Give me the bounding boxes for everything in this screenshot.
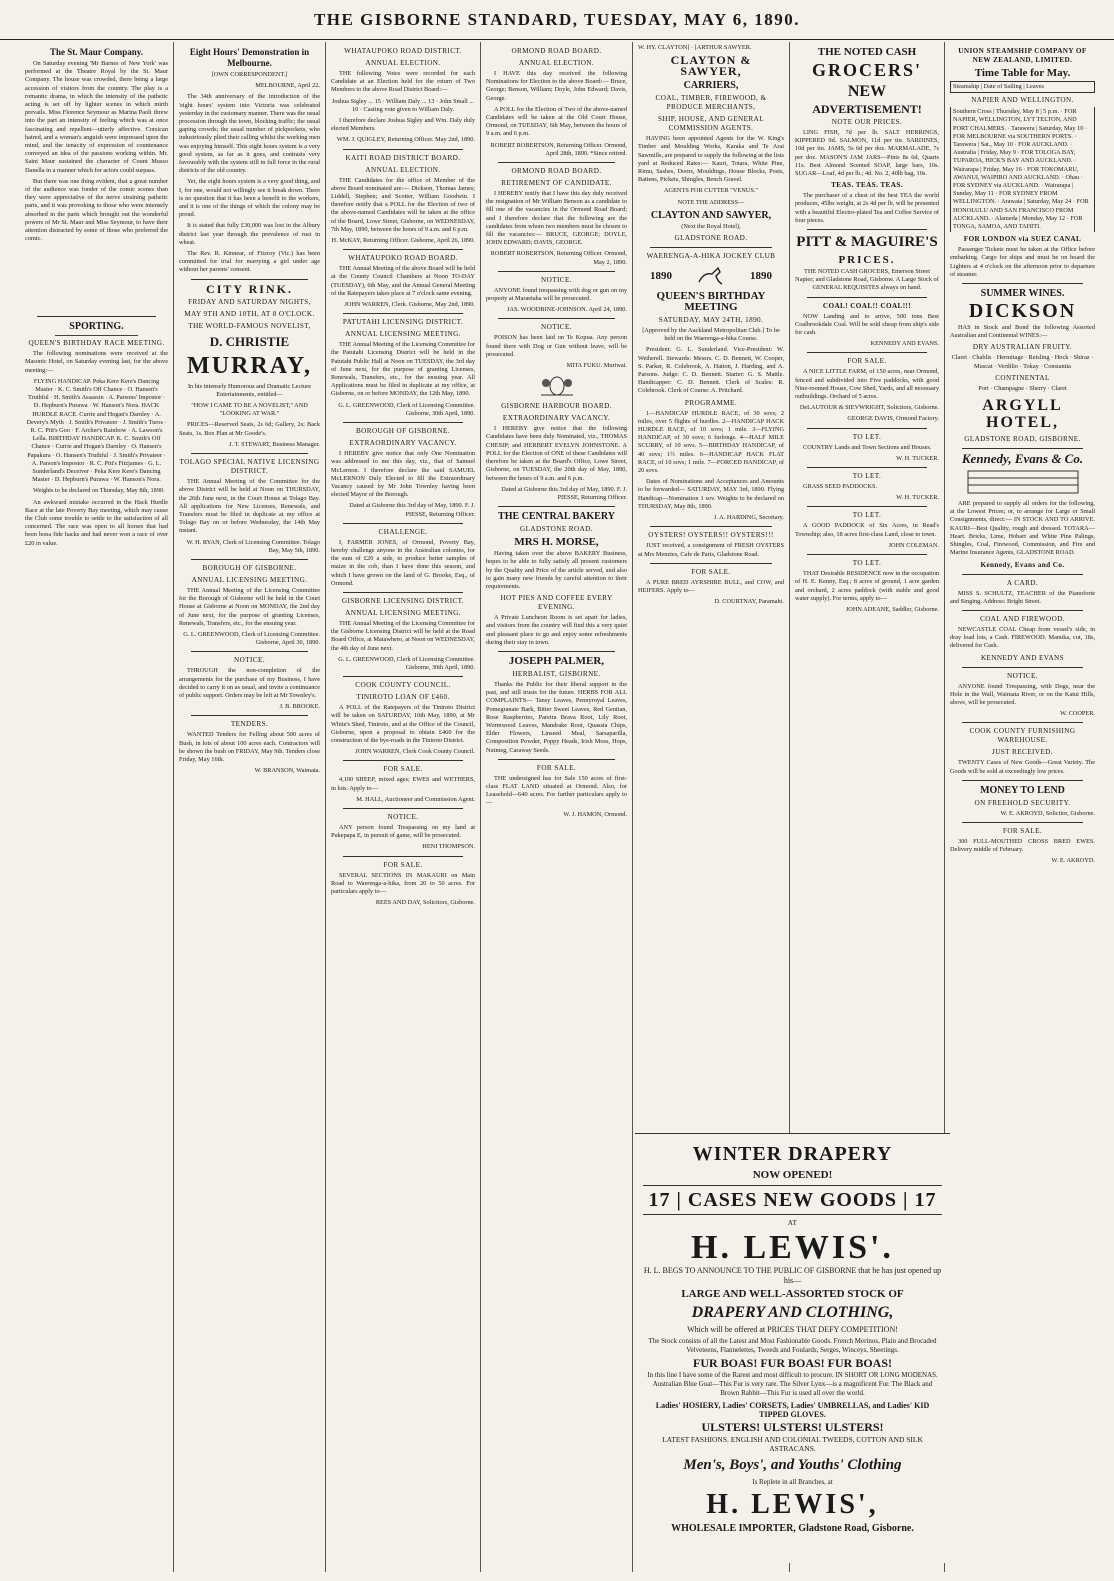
notice-heading: PATUTAHI LICENSING DISTRICT. <box>342 318 464 327</box>
ad-text: Passenger Tickets must be taken at the Office before embarking. Cargo for ships and must be on board the Lighters at 4 o'clock on the afternoon prior to departure of steamer. <box>950 246 1095 278</box>
ad-heading: PITT & MAGUIRE'S <box>796 234 938 251</box>
divider <box>962 822 1083 823</box>
ad-text: NEWCASTLE COAL Cheap from vessel's side, in dray load lots, a Cash. FIREWOOD. Manuka, cut, 18s, delivered for Cash. <box>950 625 1095 650</box>
divider <box>498 271 615 272</box>
notice-text: THE Annual Meeting of the above Board will be held at the County Council Chambers at Noon TO-DAY (TUESDAY), 6th May, and the Annual General Meeting of the Ratepayers takes place at 7 o'clock same evening. <box>331 265 475 297</box>
notice-text: 4,100 SHEEP, mixed ages; EWES and WETHERS, in lots. Apply to— <box>331 776 475 792</box>
notice-text: Dates of Nominations and Acceptances and Amounts to be forwarded— SATURDAY, MAY 3rd, 1890. Flying Handicap—Nomination 1 sov. Weights to be declared on THURSDAY, May 8th, 1890. <box>638 478 784 510</box>
wine-list: Port · Champagne · Sherry · Claret <box>978 384 1067 392</box>
signature: W. E. AKROYD, Solicitor, Gisborne. <box>1000 809 1095 817</box>
ad-heading: THE CENTRAL BAKERY <box>498 511 615 523</box>
notice-heading: QUEEN'S BIRTHDAY MEETING <box>656 290 766 314</box>
signature: W. BRANSON, Waimata. <box>254 767 320 775</box>
notice-text: A POLL for the Election of Two of the above-named Candidates will be taken at the Old Court House, Ormond, on TUESDAY, 6th May, between the hours of 9 a.m. and 6 p.m. <box>486 105 627 138</box>
divider <box>650 526 772 527</box>
ad-text: Having taken over the above BAKERY Business, hopes to be able to fully satisfy all present customers by the Quality and Price of the article served, and also to gain many new friends by careful attention to their requirements. <box>486 550 627 590</box>
notice-heading: CHALLENGE. <box>378 527 428 536</box>
notice-heading: ORMOND ROAD BOARD. <box>511 47 602 55</box>
signature: D. COURTNAY, Paramahi. <box>714 598 784 606</box>
race-entries: FLYING HANDICAP. Peka Kere Kere's Dancing Master · K. C. Smith's Off Chance · O. Hansen's Truthful · H. Smith's Assassin · A. Parsons' Impostor · D. Hepburn's Purawa · W. Hanson's Nora. HACK HURDLE RACE. Currie and Hogan's Darnley · A. Devery's Myth · J. Smith's Privateer · J. Smith's Turos · R. C. Pitt's Goo · F. Archer's Rainbow · A. Lawson's Lella. BIRTHDAY HANDICAP. K. C. Smith's Off Chance · Currie and Hogan's Darnley · O. Hansen's Papakura · O. Hansen's Truthful · J. Smith's Privateer · A. Parson's Impostor · R. C. Pitt's Fitzjames · G. L. Sunderland's Deceiver · Peka Kere Kere's Dancing Master · D. Hepburn's Purawa · W. Hanson's Nora. <box>26 377 167 484</box>
article-paragraph: The 34th anniversary of the introduction of the 'eight hours' system into Victoria was celebrated yesterday in the customary manner. There was the usual procession through the town, blocking traffic; the usual gaping crowds; the usual number of pickpockets, who industriously plied their calling whilst the working men was enjoying himself. This eight hours system is a very good system, as far as it goes, and contrasts very favourably with the system still in full force in the rural districts of the old country. <box>179 93 320 175</box>
ad-subheading: DRY AUSTRALIAN FRUITY. <box>972 343 1073 352</box>
ad-heading: 17 | CASES NEW GOODS | 17 <box>643 1185 942 1215</box>
lewis-drapery-advertisement <box>635 1133 950 1563</box>
ad-text: Ladies' HOSIERY, Ladies' CORSETS, Ladies' UMBRELLAS, and Ladies' KID TIPPED GLOVES. <box>655 1401 930 1419</box>
ad-subheading: GLADSTONE ROAD. <box>520 525 593 534</box>
timber-banner <box>950 467 1095 497</box>
notice-text: A POLL of the Ratepayers of the Tiniroto District will be taken on SATURDAY, 10th May, 1890, at Mr White's Shed, Tiniroto, and at the Office of the Council, Gisborne, upon a proposal to obtain £460 for the construction of the bye-roads in the Tiniroto District. <box>331 704 475 744</box>
club-emblem <box>638 264 784 288</box>
signature: REES AND DAY, Solicitors, Gisborne. <box>375 899 475 907</box>
ad-heading: FUR BOAS! FUR BOAS! FUR BOAS! <box>692 1356 892 1370</box>
notice-text: THE Annual Meeting of the Licensing Committee for the Borough of Gisborne will be held in the Court House at Gisborne at Noon on MONDAY, the 2nd day of June next, for the purpose of granting Licenses, Renewals, Transfers, etc., for the ensuing year. <box>179 586 320 627</box>
ad-text: In his intensely Humorous and Dramatic Lecture Entertainments, entitled— <box>187 382 312 398</box>
divider <box>962 667 1083 668</box>
ad-heading: NOTICE. <box>1007 671 1038 680</box>
signature: M. HALL, Auctioneer and Commission Agent. <box>356 795 475 803</box>
ad-subheading: HOT PIES AND COFFEE EVERY EVENING. <box>500 594 613 612</box>
ad-text: PRICES—Reserved Seats, 2s 6d; Gallery, 2s; Back Seats, 1s. Box Plan at Mr Goode's. <box>179 421 320 437</box>
notice-heading: GISBORNE LICENSING DISTRICT. <box>341 596 465 605</box>
column-4 <box>481 42 633 1572</box>
signature: G. L. GREENWOOD, Clerk of Licensing Committee. Gisborne, 30th April, 1890. <box>338 655 475 671</box>
notice-heading: GISBORNE HARBOUR BOARD. <box>501 402 612 411</box>
ad-heading: NEW <box>847 83 887 100</box>
signature: W. H. TUCKER. <box>896 454 939 462</box>
merchant-name: H. LEWIS', <box>706 1489 879 1520</box>
ad-heading: COOK COUNTY FURNISHING WAREHOUSE. <box>969 727 1076 745</box>
ad-text: JUST received, a consignment of FRESH OYSTERS at Mrs Menzies, Cafe de Paris, Gladstone Road. <box>638 542 784 558</box>
article-paragraph: An awkward mistake occurred in the Hack Hurdle Race at the late Poverty Bay meeting, which may cause the Club some trouble to settle to the satisfaction of all concerned. The race was open to all horses that had been bona fide hacks and had never won a race of over £20 in value. <box>25 498 168 547</box>
divider <box>191 651 308 652</box>
signature: WM. J. QUIGLEY, Returning Officer. May 2nd, 1890. <box>336 136 475 144</box>
notice-text: THE Annual Meeting of the Licensing Committee for the Gisborne Licensing District will be held at the Road Board Office, at Matawhero, at Noon on WEDNESDAY, the 4th day of June next. <box>331 619 475 652</box>
year-label: 1890 <box>650 269 672 282</box>
ad-subheading: COAL, TIMBER, FIREWOOD, & PRODUCE MERCHANTS, <box>655 94 767 112</box>
notice-text: I HAVE this day received the following Nominations for Election to the above Board:— Bruce, George; Benson, William; Doyle, John Edward; Davis, George. <box>486 70 627 102</box>
notice-heading: NOTICE. <box>234 656 265 665</box>
article-paragraph: The Rev. R. Kinnear, of Fitzroy (Vic.) has been committed for trial for marrying a girl under age without her parents' consent. <box>179 250 320 274</box>
notice-heading: KAITI ROAD DISTRICT BOARD. <box>345 153 461 162</box>
ad-heading: WINTER DRAPERY <box>692 1143 893 1165</box>
divider <box>807 467 927 468</box>
byline: [OWN CORRESPONDENT.] <box>211 71 288 78</box>
signature: W. J. HAMON, Ormond. <box>563 810 627 818</box>
ad-line: FRIDAY AND SATURDAY NIGHTS, <box>188 297 311 306</box>
notice-text: ANY person found Trespassing on my land at Pukepapa E, in pursuit of game, will be prosecuted. <box>331 823 475 840</box>
notice-heading: COOK COUNTY COUNCIL. <box>355 681 451 690</box>
article-paragraph: Yet, the eight hours system is a very good thing, and I, for one, would not willingly see it break down. There is no question that it has been a benefit to the workers, and it is one of the things of which the colony may be proud. <box>179 178 320 219</box>
ad-text: ANYONE found Trespassing, with Dogs, near the Hole in the Wall, Waimata River, or on the Katui Hills, above, will be prosecuted. <box>950 682 1095 706</box>
notice-text: [Approved by the Auckland Metropolitan Club.] To be held on the Waerenga-a-hika Course. <box>642 327 780 343</box>
ad-line: THE WORLD-FAMOUS NOVELIST, <box>188 321 311 330</box>
notice-text: THE Candidates for the office of Member of the above Board nominated are:— Dickson, Thomas James; Liddell, Stephen; and Scotter, William Goodwin. I therefore notify that a POLL for the Election of two of the above-named Candidates will be taken at the office of the Board, Lowe Street, Gisborne, on WEDNESDAY, 7th May, 1890, between the hours of 9 a.m. and 6 p.m. <box>331 176 475 233</box>
notice-text: POISON has been laid on Te Kopua. Any person found there with Dog or Gun without leave, will be prosecuted. <box>486 334 627 358</box>
notice-heading: FOR SALE. <box>536 763 577 772</box>
ad-heading: FOR SALE. <box>1002 826 1043 835</box>
divider <box>807 297 927 298</box>
ad-name: MURRAY, <box>187 352 312 379</box>
divider <box>191 559 308 560</box>
ad-text: GRASS SEED PADDOCKS. <box>803 483 878 491</box>
price-list: LING FISH, 7d per lb. SALT HERRINGS, KIPPERED 9d. SALMON, 11d per tin. SARDINES, 10d per tin. JAMS, 5s 6d per doz. MARMALADE, 7s per doz. MASON'S JAM JARS—Pints 8s 6d, Quarts 11s. Best Almond Scented SOAP, large bars, 10s. SUGAR—Loaf, 4d per lb.; 4d. No. 2, 40lb bag, 10s. <box>795 129 939 178</box>
column-1 <box>20 42 174 1572</box>
signature: MITA FUKU. Muriwai. <box>566 362 627 370</box>
ad-subheading: JUST RECEIVED. <box>992 748 1053 757</box>
divider <box>498 162 615 163</box>
ad-heading: JOSEPH PALMER, <box>508 654 605 667</box>
ad-footer: WHOLESALE IMPORTER, Gladstone Road, Gisborne. <box>671 1523 914 1534</box>
subheading: QUEEN'S BIRTHDAY RACE MEETING. <box>28 339 165 348</box>
notice-text: THROUGH the non-completion of the arrangements for the purchase of my Business, I have decided to carry it on as usual, and invite a continuance of public support. Orders may be left at Mr Townley's. <box>179 667 320 699</box>
divider <box>343 313 463 314</box>
signature: HENI THOMPSON. <box>422 843 475 851</box>
ad-subheading: GLADSTONE ROAD, GISBORNE. <box>964 435 1081 444</box>
article-paragraph: But there was one thing evident, that a great number of the audience was fonder of the comic scenes than they were appreciative of the nerve straining pathetic parts, and it was provoking to those who were intensely absorbed in the parts which brought out the wonderful powers of Mr St. Maur and Miss Seymour, to have their attention distracted by some of those who preferred the comic. <box>25 177 168 243</box>
divider <box>498 759 615 760</box>
ad-heading: CITY RINK. <box>206 281 293 296</box>
notice-text: WANTED Tenders for Felling about 500 acres of Bush, in lots of about 100 acres each. Contractors will be shown the bush on FRIDAY, May 9th. Tenders close Friday, May 16th. <box>179 731 320 763</box>
signature: Dated at Gisborne this 3rd day of May, 1890. F. J. PIESSE, Returning Officer. <box>501 485 627 501</box>
notice-heading: FOR SALE. <box>383 765 423 774</box>
ad-text: HAVING been appointed Agents for the W. King's Timber and Moulding Works, Karaka and Te Arai Sawmills, are prepared to supply the following at the lists yard at Reduced Rates:— Kauri, Totara, White Pine, Rimu, Sashes, Doors, Mouldings, House Blocks, Posts, Battens, Pickets, Shingles, Bench Gravel. <box>638 135 784 184</box>
ad-text: "HOW I CAME TO BE A NOVELIST," AND "LOOKING AT WAR." <box>191 402 308 418</box>
ad-text: LATEST FASHIONS. ENGLISH AND COLONIAL TWEEDS, COTTON AND SILK ASTRACANS. <box>662 1435 923 1453</box>
notice-date: SATURDAY, MAY 24TH, 1890. <box>658 316 764 325</box>
ad-heading: ULSTERS! ULSTERS! ULSTERS! <box>701 1420 884 1434</box>
notice-text: I HEREBY give notice that the following Candidates have been duly Nominated, viz., THOMAS CHESIP; and HERBERT EVELYN JOHNSTONE. A POLL for the Election of ONE of these Candidates will therefore be taken at the Board's Office, Lowe Street, Gisborne, on TUESDAY, the 20th day of May, 1890, between the hours of 9 a.m. and 6 p.m. <box>486 425 627 482</box>
ad-heading: SUMMER WINES. <box>980 288 1065 300</box>
article-paragraph: It is stated that fully £30,000 was lost in the Albury district last year through the prevalence of rust in wheat. <box>179 222 320 246</box>
notice-heading: TINIROTO LOAN OF £460. <box>356 693 450 702</box>
ad-heading: FOR SALE. <box>691 567 731 576</box>
notice-text: I HEREBY give notice that only One Nomination was addressed to me this day, viz., that of Samuel McLernon. I therefore declare the said SAMUEL McLERNON Duly Elected to fill the Extraordinary Vacancy caused by Mr John Townley having been elected Mayor of the Borough. <box>331 450 475 499</box>
ad-heading: GROCERS' <box>811 60 923 80</box>
notice-heading: WHATAUPOKO ROAD DISTRICT. <box>344 47 462 55</box>
ad-text: MISS S. SCHULTZ, TEACHER of the Pianoforte and Singing. Address: Bright Street. <box>950 589 1095 605</box>
ad-text: ARE prepared to supply all orders for the following, at the Lowest Prices; or, to arrange for Large or Small Consignments, direct:— IN STOCK AND TO ARRIVE. KAURI—Best Quality, rough and dressed. TOTARA—Heart. Bricks, Lime, Hobart and White Pine Palings, Shingles, Coal, Firewood, Commission, and Fire and Marine Insurance Agents, GLADSTONE ROAD. <box>950 500 1095 557</box>
ad-text: Thanks the Public for their liberal support in the past, and still trusts for the future. HERBS FOR ALL COMPLAINTS— Tansy Leaves, Pennyroyal Leaves, Pomegranate Bark, Bitter Sweet Leaves, Red Gentian, Rose Raspberries, Pareira Brava Root, Lily Root, Wormwood Leaves, Mandrake Root, Quassia Chips, Elder Flowers, Linseed Meal, Sarsaparilla, Composition Powder, Poppy Heads, Irish Moss, Hops, Nutmeg, Caraway Seeds. <box>486 680 627 754</box>
notice-heading: TENDERS. <box>230 720 269 729</box>
ad-heading: DRAPERY AND CLOTHING, <box>691 1304 894 1321</box>
notice-heading: ANNUAL LICENSING MEETING. <box>345 330 461 339</box>
timber-stack-icon <box>963 467 1083 497</box>
ad-heading: THE NOTED CASH <box>817 46 917 58</box>
signature: G. L. GREENWOOD, Clerk of Licensing Committee. Gisborne, 30th April, 1890. <box>338 401 475 417</box>
signature: ROBERT ROBERTSON, Returning Officer. Ormond, April 28th, 1890. *Since retired. <box>490 141 627 157</box>
signature: DeLAUTOUR & SIEVWRIGHT, Solicitors, Gisborne. <box>799 404 939 412</box>
ad-heading: ADVERTISEMENT! <box>812 102 922 116</box>
wine-list: Claret · Chablis · Hermitage · Reisling · Hock · Shiraz · Muscat · Verdilio · Tokay · Constantia <box>951 354 1094 370</box>
notice-heading: NOTICE. <box>541 275 572 284</box>
column-2 <box>174 42 326 1572</box>
ad-heading: PRICES. <box>838 254 896 267</box>
divider <box>962 722 1083 723</box>
dateline: MELBOURNE, April 22. <box>255 82 320 90</box>
ad-text: A GOOD PADDOCK of Six Acres, in Read's Township; also, 18 acres first-class Land, close to town. <box>795 522 939 538</box>
article-paragraph: Weights to be declared on Thursday, May 8th, 1890. <box>33 487 165 495</box>
ad-text: Which will be offered at PRICES THAT DEFY COMPETITION! <box>687 1325 898 1334</box>
notice-heading: WAERENGA-A-HIKA JOCKEY CLUB <box>646 252 776 261</box>
signature: JOHN COLEMAN. <box>888 541 939 549</box>
signature: JOHN ADEANE, Saddler, Gisborne. <box>845 605 939 613</box>
signature: JOHN WARREN, Clerk Cook County Council. <box>355 748 475 756</box>
column-3 <box>326 42 481 1572</box>
ad-heading: Kennedy, Evans & Co. <box>961 451 1084 467</box>
divider <box>962 574 1083 575</box>
divider <box>37 316 156 317</box>
notice-text: I HEREBY notify that I have this day duly received the resignation of Mr William Benson as a candidate to fill one of the vacancies in the Ormond Road Board; and I therefore declare that the following are the candidates from whom two members must be chosen to fill the vacancies:— BRUCE, GEORGE; DOYLE, JOHN EDWARD; DAVIS, GEORGE. <box>486 190 627 247</box>
ad-heading: UNION STEAMSHIP COMPANY OF NEW ZEALAND, LIMITED. <box>958 47 1087 64</box>
ad-heading: CARRIERS, <box>683 80 739 92</box>
masthead <box>0 0 1114 40</box>
divider <box>807 554 927 555</box>
ad-heading: LARGE AND WELL-ASSORTED STOCK OF <box>681 1288 904 1300</box>
signature: J. T. STEWART, Business Manager. <box>229 440 320 448</box>
ad-text: Is Replete in all Branches, at <box>752 1478 833 1486</box>
signature: W. H. RYAN, Clerk of Licensing Committee. Tolago Bay, May 5th, 1890. <box>186 538 320 554</box>
ad-topline: W. HY. CLAYTON] · [ARTHUR SAWYER. <box>638 44 752 51</box>
divider <box>343 808 463 809</box>
vote-list: Joshua Sigley ... 15 · William Daly ... 13 · John Small ... 10 · Casting vote given to William Daly. <box>331 97 475 113</box>
notice-heading: EXTRAORDINARY VACANCY. <box>502 414 611 423</box>
ad-subheading: FOR LONDON via SUEZ CANAL <box>963 235 1082 244</box>
notice-text: I, FARMER JONES, of Ormond, Poverty Bay, hereby challenge anyone in the Australian colonies, for the sum of £20 a side, to produce better samples of maize in the cob, than I have done this season, and which I have grown on the land of G. Brooke, Esq., of Ormond. <box>331 538 475 587</box>
ad-text: TWENTY Cases of New Goods—Great Variety. The Goods will be sold at exceedingly low prices. <box>950 759 1095 775</box>
ad-heading: CLAYTON AND SAWYER, <box>650 209 772 221</box>
notice-heading: FOR SALE. <box>383 860 423 869</box>
notice-heading: ANNUAL ELECTION. <box>518 59 595 67</box>
ad-text: COUNTRY Lands and Town Sections and Houses. <box>803 443 932 451</box>
notice-heading: TOLAGO SPECIAL NATIVE LICENSING DISTRICT. <box>179 458 320 476</box>
notice-text: SEVERAL SECTIONS IN MAKAURI on Main Road to Waerenga-a-hika, from 20 to 50 acres. For particulars apply to— <box>331 871 475 895</box>
ad-subheading: SHIP, HOUSE, AND GENERAL COMMISSION AGENTS. <box>657 115 765 133</box>
signature: H. McKAY, Returning Officer. Gisborne, April 26, 1890. <box>331 237 475 245</box>
ad-line: D. CHRISTIE <box>209 333 290 349</box>
ad-heading: A CARD. <box>1006 578 1039 587</box>
ad-text: HAS in Stock and Bond the following Assorted Australian and Continental WINES:— <box>950 324 1095 340</box>
notice-heading: ORMOND ROAD BOARD. <box>511 167 602 176</box>
notice-text: THE following Votes were recorded for each Candidate at an Election held for the return of Two Members to the above Road District Board:— <box>331 70 475 94</box>
ad-subheading: ON FREEHOLD SECURITY. <box>974 798 1071 807</box>
ad-text: NOTE THE ADDRESS— <box>677 198 745 206</box>
ad-heading: OYSTERS! OYSTERS!! OYSTERS!!! <box>648 531 774 540</box>
notice-heading: BOROUGH OF GISBORNE. <box>355 427 451 436</box>
ad-text: The purchaser of a chest of the best TEA the world produces, 45lbs weight, at 2s 4d per lb, will be presented with a beautiful Electro-plated Tea and Coffee Service of four pieces. <box>795 192 939 224</box>
newspaper-title: THE GISBORNE STANDARD, TUESDAY, MAY 6, 1890. <box>313 9 801 29</box>
ad-subheading: NOTE OUR PRICES. <box>831 118 903 126</box>
divider <box>807 506 927 507</box>
ad-text: THE NOTED CASH GROCERS, Emerson Street Napier; and Gladstone Road, Gisborne. A Large Stock of GENERAL REQUISITES always on hand. <box>795 268 939 292</box>
ad-text: AGENTS FOR CUTTER "VENUS." <box>663 187 758 195</box>
divider <box>650 563 772 564</box>
signature: W. E. AKROYD. <box>1051 857 1095 865</box>
article-paragraph: The following nominations were received at the Masonic Hotel, on Saturday evening last, for the above meeting:— <box>25 350 168 374</box>
divider <box>343 592 463 593</box>
article-paragraph: On Saturday evening 'Mr Barnes of New York' was performed at the Theatre Royal by the St. Maur Company. The house was crowded, there being a large accession of visitors from the country. The play is a romantic drama, in which the intensity of the pathetic acting is set off by lighter scenes in which mirth prevails. Miss Florence Seymour as Marina Paoli threw into the part an intensity of feeling which was at once fascinating and repellent—utterly affective. Corsican hatred, and a woman's anguish were impressed upon the mind, and the tenacity of expression of countenance conveyed an idea of the passions working within. Mr. Saint Maur sustained the character of Count Musso Danella in a manner which for actors could surpass. <box>25 60 168 174</box>
divider <box>807 229 927 230</box>
signature: G. L. GREENWOOD, Clerk of Licensing Committee. Gisborne, April 30, 1890. <box>183 630 320 647</box>
ad-heading: DICKSON <box>968 300 1077 323</box>
ad-signature: KENNEDY AND EVANS <box>980 653 1065 662</box>
signature: JOHN WARREN, Clerk. Gisborne, May 2nd, 1890. <box>344 301 475 309</box>
divider <box>343 856 463 857</box>
notice-heading: RETIREMENT OF CANDIDATE. <box>501 179 612 188</box>
ad-heading: COAL! COAL!! COAL!!! <box>822 301 912 310</box>
divider <box>55 335 138 336</box>
ad-heading: FOR SALE. <box>847 357 887 366</box>
coat-of-arms-icon <box>486 373 627 399</box>
signature: W. H. TUCKER. <box>896 494 939 502</box>
notice-heading: EXTRAORDINARY VACANCY. <box>349 439 457 448</box>
signature: Dated at Gisborne this 3rd day of May, 1890. F. J. PIESSE, Returning Officer. <box>349 502 475 518</box>
horse-icon <box>696 264 726 288</box>
notice-text: THE undersigned has for Sale 150 acres of first-class FLAT LAND situated at Ormond. Also, for Leasehold—640 acres. For further particulars apply to— <box>486 774 627 807</box>
ad-heading: MONEY TO LEND <box>980 784 1065 796</box>
ad-line: MAY 9TH AND 10TH, AT 8 O'CLOCK. <box>184 309 315 318</box>
signature: W. COOPER. <box>1060 710 1095 718</box>
divider <box>343 149 463 150</box>
ad-signature: Kennedy, Evans and Co. <box>980 560 1065 569</box>
ad-heading: CLAYTON & SAWYER, <box>670 53 752 79</box>
signature: KENNEDY AND EVANS. <box>870 340 939 348</box>
notice-text: I therefore declare Joshua Sigley and Wm. Daly duly elected Members. <box>331 117 475 133</box>
divider <box>343 760 463 761</box>
notice-heading: WHATAUPOKO ROAD BOARD. <box>348 254 458 263</box>
notice-text: THE Annual Meeting of the Licensing Committee for the Patutahi Licensing District will be held in the Patutahi Public Hall at Noon on TUESDAY, the 3rd day of June next, for the purpose of granting Licenses, Renewals, Transfers, etc., for the ensuing year. All Applications must be filed in duplicate at my office, at Gisborne, on or before MONDAY, the 12th May, 1890. <box>331 341 475 398</box>
ad-text: A NICE LITTLE FARM, of 150 acres, near Ormond, fenced and subdivided into Five paddocks, with good Nine-roomed House, Cow Shed, Yards, and all necessary outbuildings. Orchard of 5 acres. <box>795 368 939 401</box>
ad-text: 300 FULL-MOUTHED CROSS BRED EWES. Delivery middle of February. <box>950 837 1095 854</box>
ad-heading: TO LET. <box>852 472 882 481</box>
notice-heading: NOTICE. <box>541 323 572 332</box>
ad-text: A Private Luncheon Room is set apart for ladies, and visitors from the country will find this a very quiet and pleasant place to go and enjoy some refreshments during their stay in town. <box>486 614 627 646</box>
divider <box>498 318 615 319</box>
ad-text: (Next the Royal Hotel), <box>681 222 741 230</box>
divider <box>807 352 927 353</box>
ad-subheading: AT <box>787 1219 798 1227</box>
notice-heading: ANNUAL ELECTION. <box>365 59 441 67</box>
ad-heading: TO LET. <box>852 511 882 520</box>
divider <box>343 523 463 524</box>
year-label: 1890 <box>750 269 772 282</box>
divider <box>498 651 615 652</box>
ad-text: THAT Desirable RESIDENCE now in the occupation of H. E. Kenny, Esq.; 8 acres of ground, 1 acre garden and orchard, 2 acres paddock (with stable and good water supply). For terms, apply to— <box>795 570 939 602</box>
ad-heading: COAL AND FIREWOOD. <box>980 614 1065 623</box>
ad-text: In this line I have some of the Rarest and most difficult to procure. IN SHORT OR LONG MODENAS. Australian Blue Goat—This Fur is very rare. The Silver Lynx—is a magnificent Fur. The Black and Brown Rabbit—This Fur is used all over the world. <box>647 1371 938 1397</box>
divider <box>962 780 1083 781</box>
ad-text: The Stock consists of all the Latest and Most Fashionable Goods. French Merinos, Plain and Brocaded Velveteens, Flannelettes, Tweeds and Foulards, Serges, Winceys, Sheetings. <box>648 1337 937 1354</box>
ad-subheading: HERBALIST, GISBORNE. <box>512 669 601 678</box>
ad-text: H. L. BEGS TO ANNOUNCE TO THE PUBLIC OF GISBORNE that he has just opened up his— <box>643 1266 942 1285</box>
signature: ROBERT ROBERTSON, Returning Officer. Ormond, May 2, 1890. <box>490 250 627 266</box>
notice-heading: NOTICE. <box>387 812 419 821</box>
ad-heading: TO LET. <box>852 432 882 441</box>
divider <box>343 249 463 250</box>
ad-text: NOW Landing and to arrive, 500 tons Best Coalbrookdale Coal. Will be sold cheap from ship's side for cash. <box>795 312 939 337</box>
article-heading: Eight Hours' Demonstration in Melbourne. <box>189 47 310 68</box>
notice-heading: BOROUGH OF GISBORNE. <box>202 563 297 572</box>
ad-heading: TO LET. <box>852 559 882 568</box>
notice-heading: ANNUAL LICENSING MEETING. <box>191 575 308 584</box>
ad-text: A PURE BRED AYRSHIRE BULL, and COW, and HEIFERS. Apply to— <box>638 578 784 594</box>
notice-heading: PROGRAMME. <box>684 398 738 407</box>
section-heading: SPORTING. <box>69 321 124 333</box>
divider <box>191 715 308 716</box>
divider <box>650 247 772 248</box>
ad-subheading: CONTINENTAL <box>995 373 1050 382</box>
merchant-name: H. LEWIS'. <box>691 1229 894 1266</box>
notice-heading: ANNUAL LICENSING MEETING. <box>345 608 461 617</box>
ad-heading: ARGYLL HOTEL, <box>982 397 1063 432</box>
timetable-route: NAPIER AND WELLINGTON. <box>971 96 1074 105</box>
divider <box>807 428 927 429</box>
signature: JAS. WOODBINE-JOHNSON. April 24, 1890. <box>507 306 627 314</box>
divider <box>343 422 463 423</box>
divider <box>191 279 308 280</box>
ad-heading: MRS H. MORSE, <box>514 536 599 549</box>
divider <box>498 506 615 507</box>
ad-subheading: TEAS. TEAS. TEAS. <box>831 181 903 190</box>
timetable-schedule: Southern Cross | Thursday, May 8 | 5 p.m. · FOR NAPIER, WELLINGTON, LYT TELTON, AND PORT CHALMERS. · Tarawera | Saturday, May 10 · FOR MELBOURNE via SOUTHERN PORTS. · Tarawera | Sat., May 10 · FOR AUCKLAND. · Australia | Friday, May 9 · FOR TOLOGA BAY, TUPAROA, HICK'S BAY AND AUCKLAND. · Wairarapa | Friday, May 16 · FOR TOKOMARU, AWANUI, WAIPIRO AND AUCKLAND. · Ohau · FOR SYDNEY via AUCKLAND. · Wairarapa | Sunday, May 11 · FOR SYDNEY FROM WELLINGTON. · Arawata | Saturday, May 24 · FOR HONOLULU AND SAN FRANCISCO FROM AUCKLAND. · Alameda | Monday, May 12 · FOR TONGA, SAMOA, AND TAHITI. <box>950 107 1095 232</box>
notice-text: ANYONE found trespassing with dog or gun on my property at Maraetaha will be prosecuted. <box>486 286 627 303</box>
signature: J. B. BROOKE. <box>279 703 320 711</box>
ad-subheading: NOW OPENED! <box>752 1169 833 1181</box>
article-heading: The St. Maur Company. <box>49 47 144 57</box>
signature: J. A. HARDING, Secretary. <box>713 514 784 522</box>
ad-heading: Men's, Boys', and Youths' Clothing <box>683 1457 902 1473</box>
ad-heading: Time Table for May. <box>974 67 1071 79</box>
divider <box>962 448 1083 449</box>
programme-list: 1—HANDICAP HURDLE RACE, of 30 sovs; 2 miles, over 5 flights of hurdles. 2—HANDICAP HACK HURDLE RACE, of 10 sovs; 1 mile. 3—FLYING HANDICAP, of 30 sovs; 6 furlongs. 4—HALF MILE SCURRY, of 10 sovs. 5—BIRTHDAY HANDICAP, of 40 sovs; 1½ miles. 6—HANDICAP HACK FLAT RACE, of 10 sovs; 1 mile. 7—FORCED HANDICAP, of 20 sovs. <box>638 409 784 475</box>
column-7 <box>945 42 1100 1572</box>
signature: GEORGE DAVIS, Ormond Factory. <box>847 415 939 423</box>
notice-heading: ANNUAL ELECTION. <box>365 165 441 174</box>
divider <box>191 453 308 454</box>
timetable-header: Steamship | Date of Sailing | Leaves <box>950 81 1095 93</box>
divider <box>962 610 1083 611</box>
divider <box>343 676 463 677</box>
officers-list: President: G. L. Sunderland. Vice-President: W. Wetherell. Stewards: Messrs. C. D. Bennett, W. Cooper, S. Parker, R. Colebrook, A. Hatton, J. Harding, and A. Parsons. Judge: C. D. Bennett. Starter: G. S. Mattle. Handicapper: C. D. Bennett. Clerk of Scales: R. Colebrook. Clerk of Course: A. Pritchard. <box>638 346 784 395</box>
ad-subheading: GLADSTONE ROAD. <box>674 234 748 243</box>
divider <box>962 283 1083 284</box>
notice-text: THE Annual Meeting of the Committee for the above District will be held at Noon on THURSDAY, the 26th June next, in the Court House at Tolago Bay. All applications for New Licenses, Renewals, and Transfers must be filed in duplicate at my office at Tolago Bay on or before Wednesday, the 14th May instant. <box>179 478 320 535</box>
